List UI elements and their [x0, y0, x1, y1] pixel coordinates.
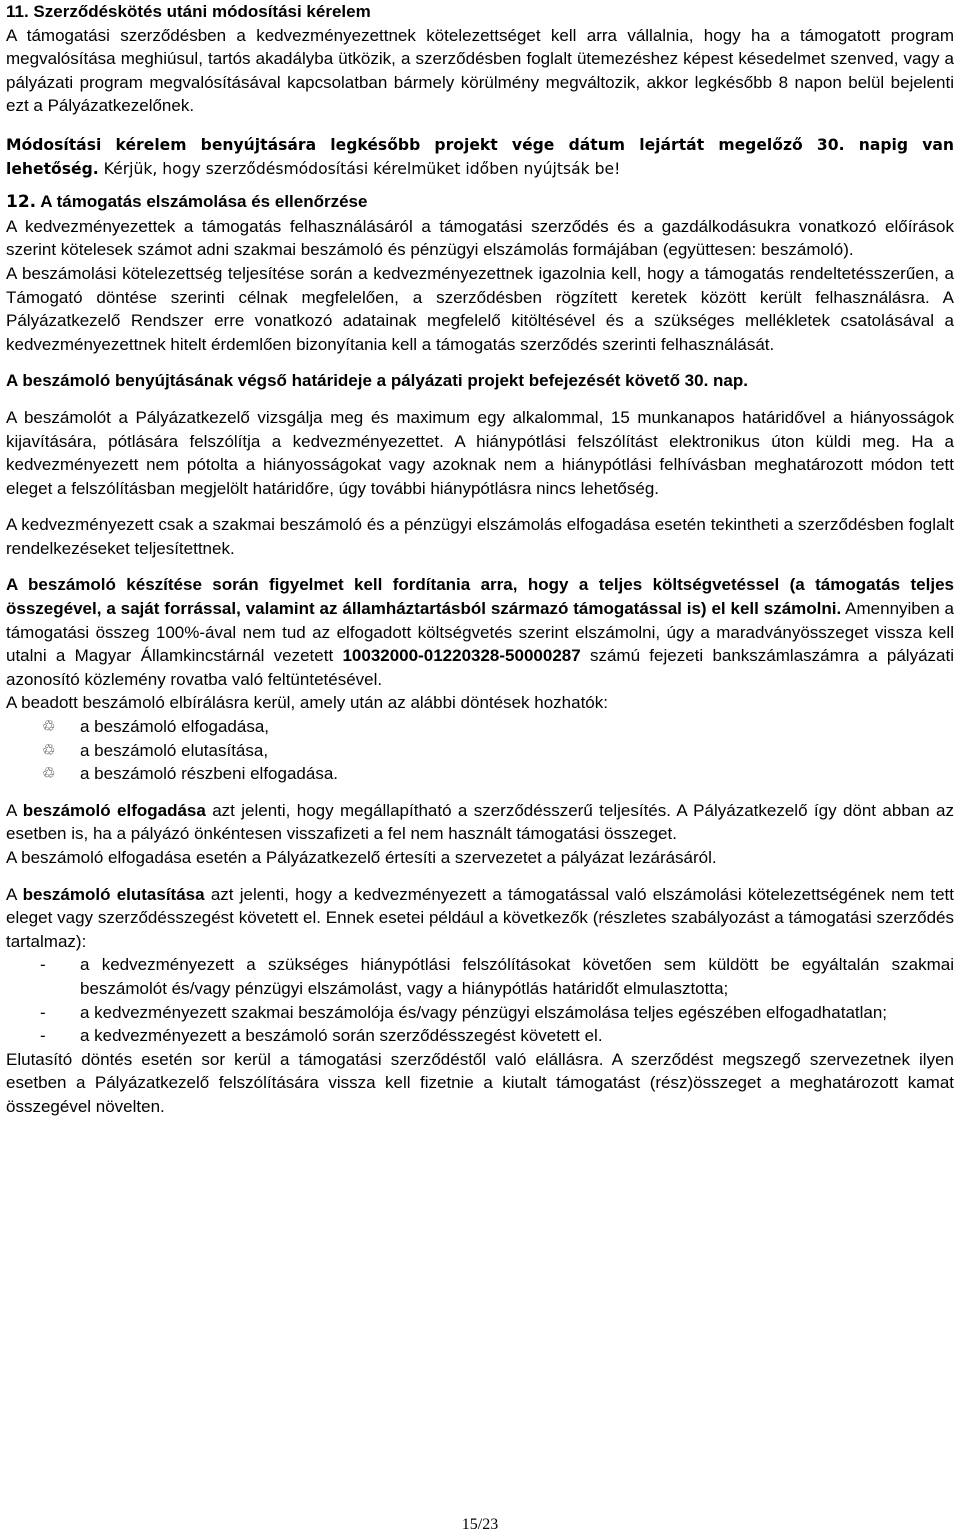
- decision-reject: a beszámoló elutasítása,: [80, 740, 269, 760]
- refund-text: Amennyiben a támogatási összeg 100%-ával nem tud az elfogadott költségvetés szerint elszámolni, úgy a maradványösszeget vissza kell utalni a Magyar Államkincstárnál vezetett: [6, 599, 954, 666]
- list-item: [6, 1024, 954, 1048]
- section-12-para-3: A beszámolót a Pályázatkezelő vizsgálja meg és maximum egy alkalommal, 15 munkanapos határidővel a hiányosságok kijavítására, pótlására felszólítja a kedvezményezettet. A hiánypótlási felszólítást elektronikus úton küldi meg. Ha a kedvezményezett nem pótolta a hiányosságokat vagy azoknak nem a hiánypótlási felhívásban meghatározott módon tett eleget a felszólításban megjelölt határidőre, úgy további hiánypótlásra nincs lehetőség.: [6, 407, 954, 498]
- acceptance-closing: A beszámoló elfogadása esetén a Pályázatkezelő értesíti a szervezetet a pályázat lezárásáról.: [6, 848, 717, 867]
- section-11-heading: 11. Szerződéskötés utáni módosítási kérelem: [6, 2, 371, 21]
- page-number: 15/23: [461, 1516, 499, 1533]
- dash-marker: -: [40, 1002, 46, 1022]
- acceptance-lead: A: [6, 800, 23, 820]
- rejection-paragraph: [6, 883, 954, 954]
- section-12-para-6: A beadott beszámoló elbírálásra kerül, amely után az alábbi döntések hozhatók:: [6, 693, 608, 713]
- modification-notice: [6, 134, 954, 181]
- dash-marker: -: [40, 955, 46, 975]
- closing-paragraph: Elutasító döntés esetén sor kerül a támogatási szerződéstől való elállásra. A szerződést megszegő szervezetnek ilyen esetben a Pályázatkezelő felszólítására vissza kell fizetnie a kiutalt támogatást (rész)összeget a meghatározott kamat összegével növelten.: [6, 1049, 954, 1116]
- document-page: [6, 0, 954, 1119]
- section-12-para-1: A kedvezményezettek a támogatás felhasználásáról a támogatási szerződés és a gazdálkodásukra vonatkozó előírások szerint kötelesek számot adni szakmai beszámoló és pénzügyi elszámolás formájában (együttesen: beszámoló).: [6, 216, 954, 260]
- section-12-para-4: A kedvezményezett csak a szakmai beszámoló és a pénzügyi elszámolás elfogadása esetén tekintheti a szerződésben foglalt rendelkezéseket teljesítettnek.: [6, 515, 954, 558]
- rejection-term: beszámoló elutasítása: [22, 884, 205, 904]
- list-item: [6, 1001, 954, 1025]
- rejection-case: a kedvezményezett a beszámoló során szerződésszegést követett el.: [80, 1026, 603, 1046]
- dash-marker: -: [40, 1026, 46, 1046]
- refund-text-end: számú fejezeti bankszámlaszámra a pályázati azonosító közlemény rovatba való feltüntetésével.: [6, 646, 954, 689]
- section-11-body: A támogatási szerződésben a kedvezményezettnek kötelezettséget kell arra vállalnia, hogy ha a támogatott program megvalósítása meghiúsul, tartós akadályba ütközik, a szerződésben foglalt ütemezéshez képest késedelmet szenved, vagy a pályázati program megvalósításával kapcsolatban bármely körülmény megváltozik, akkor legkésőbb 8 napon belül bejelenti ezt a Pályázatkezelőnek.: [6, 25, 954, 116]
- list-item: [6, 739, 954, 763]
- list-item: [6, 953, 954, 1000]
- modification-request: Kérjük, hogy szerződésmódosítási kérelmüket időben nyújtsák be!: [98, 159, 621, 178]
- budget-notice: A beszámoló készítése során figyelmet kell fordítania arra, hogy a teljes költségvetéssel (a támogatás teljes összegével, a saját forrással, valamint az államháztartásból származó támogatással is) el kell számolni.: [6, 575, 954, 619]
- acceptance-text: azt jelenti, hogy megállapítható a szerződésszerű teljesítés. A Pályázatkezelő így dönt abban az esetben is, ha a pályázó önkéntesen visszafizeti a fel nem használt támogatási összeget.: [6, 800, 955, 844]
- section-12-title: A támogatás elszámolása és ellenőrzése: [36, 192, 368, 212]
- section-12-number: 12.: [6, 192, 37, 213]
- rejection-lead: A: [6, 884, 23, 904]
- acceptance-term: beszámoló elfogadása: [22, 800, 206, 820]
- decision-list: [6, 715, 954, 786]
- list-item: [6, 715, 954, 739]
- rejection-text: azt jelenti, hogy a kedvezményezett a támogatással való elszámolási kötelezettségének nem tett eleget vagy szerződésszegést követett el. Ennek esetei például a következők (részletes szabályozást a támogatási szerződés tartalmaz):: [6, 884, 954, 951]
- recycle-icon: ♲: [42, 718, 56, 736]
- decision-accept: a beszámoló elfogadása,: [80, 717, 270, 737]
- modification-deadline: Módosítási kérelem benyújtására legkésőbb projekt vége dátum lejártát megelőző 30. napig van lehetőség.: [6, 135, 954, 178]
- recycle-icon: ♲: [42, 741, 56, 759]
- section-12-para-5: [6, 573, 954, 691]
- decision-partial: a beszámoló részbeni elfogadása.: [80, 764, 338, 784]
- report-deadline: A beszámoló benyújtásának végső határideje a pályázati projekt befejezését követő 30. nap.: [6, 371, 748, 391]
- list-item: [6, 762, 954, 786]
- acceptance-paragraph: [6, 799, 954, 846]
- bank-account-number: 10032000-01220328-50000287: [342, 646, 581, 666]
- section-12-para-2: A beszámolási kötelezettség teljesítése során a kedvezményezettnek igazolnia kell, hogy a támogatás rendeltetésszerűen, a Támogató döntése szerinti célnak megfelelően, a szerződésben rögzített keretek között került felhasználásra. A Pályázatkezelő Rendszer erre vonatkozó adatainak megfelelő kitöltésével és a szükséges mellékletek csatolásával a kedvezményezettnek hitelt érdemlően bizonyítania kell a támogatás szerződés szerinti felhasználását.: [6, 263, 954, 354]
- section-12-heading: [6, 190, 954, 215]
- rejection-case: a kedvezményezett a szükséges hiánypótlási felszólításokat követően sem küldött be egyáltalán szakmai beszámolót és/vagy pénzügyi elszámolást, vagy a hiánypótlás határidőt elmulasztotta;: [80, 955, 954, 998]
- rejection-case: a kedvezményezett szakmai beszámolója és/vagy pénzügyi elszámolása teljes egészében elfogadhatatlan;: [80, 1002, 888, 1022]
- recycle-icon: ♲: [42, 765, 56, 783]
